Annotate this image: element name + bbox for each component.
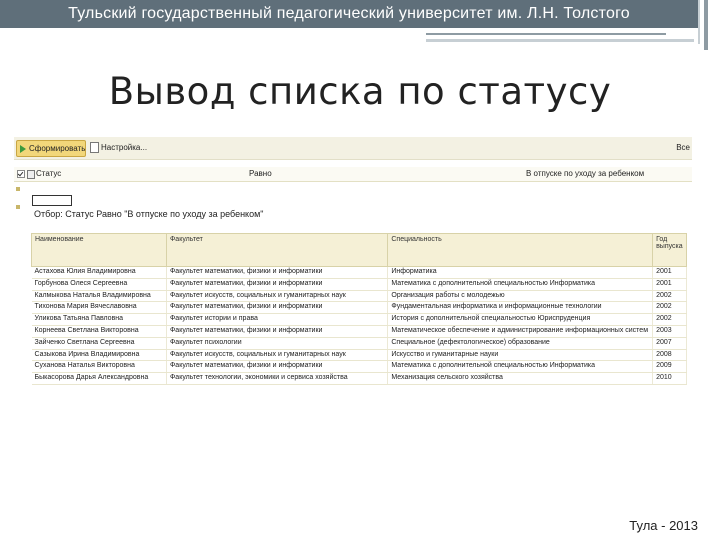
table-row[interactable] [32,290,687,302]
generate-button-label: Сформировать [29,144,86,153]
cell-year: 2007 [653,337,687,349]
university-banner: Тульский государственный педагогический университет им. Л.Н. Толстого [0,0,698,28]
cell-faculty: Факультет психологии [166,337,387,349]
cell-year: 2008 [653,349,687,361]
cell-specialty: Математика с дополнительной специальностью Информатика [388,278,653,290]
play-icon [20,145,26,153]
cell-year: 2002 [653,302,687,314]
settings-button[interactable] [90,140,147,155]
table-row[interactable] [32,267,687,279]
cell-faculty: Факультет истории и права [166,314,387,326]
cell-year: 2010 [653,373,687,385]
generate-button[interactable] [16,140,86,157]
column-header-year[interactable]: Год выпуска [653,234,687,267]
cell-specialty: Специальное (дефектологическое) образование [388,337,653,349]
decorative-line [704,0,708,50]
row-marker [16,187,20,191]
cell-specialty: Механизация сельского хозяйства [388,373,653,385]
cell-name: Быкасорова Дарья Александровна [32,373,167,385]
cell-faculty: Факультет математики, физики и информатики [166,325,387,337]
settings-button-label: Настройка... [101,143,148,152]
slide-title: Вывод списка по статусу [108,70,612,113]
cell-name: Зайченко Светлана Сергеевна [32,337,167,349]
cell-specialty: Математическое обеспечение и администрирование информационных систем [388,325,653,337]
all-actions-button[interactable]: Все [676,143,690,152]
table-row[interactable] [32,302,687,314]
cell-name: Астахова Юлия Владимировна [32,267,167,279]
filter-value[interactable]: В отпуске по уходу за ребенком [526,169,645,178]
filter-condition[interactable]: Равно [249,169,272,178]
cell-specialty: Организация работы с молодежью [388,290,653,302]
table-row[interactable] [32,361,687,373]
cell-faculty: Факультет технологии, экономики и сервиса хозяйства [166,373,387,385]
decorative-line [426,33,666,35]
cell-specialty: Информатика [388,267,653,279]
cell-name: Уликова Татьяна Павловна [32,314,167,326]
cell-name: Калмыкова Наталья Владимировна [32,290,167,302]
table-row[interactable] [32,325,687,337]
filter-checkbox[interactable] [17,170,25,178]
table-header-row [32,234,687,267]
table-row[interactable] [32,314,687,326]
cell-faculty: Факультет математики, физики и информатики [166,267,387,279]
cell-faculty: Факультет математики, физики и информатики [166,361,387,373]
row-marker [16,205,20,209]
cell-name: Корнеева Светлана Викторовна [32,325,167,337]
cell-name: Сазыкова Ирина Владимировна [32,349,167,361]
cell-name: Горбунова Олеся Сергеевна [32,278,167,290]
cell-year: 2002 [653,290,687,302]
table-row[interactable] [32,349,687,361]
cell-year: 2001 [653,278,687,290]
filter-field-icon [27,170,35,179]
slide-footer: Тула - 2013 [629,518,698,533]
cell-name: Суханова Наталья Викторовна [32,361,167,373]
report-toolbar [14,137,692,160]
cell-specialty: История с дополнительной специальностью Юриспруденция [388,314,653,326]
table-row[interactable] [32,373,687,385]
cell-name: Тихонова Мария Вячеславовна [32,302,167,314]
cell-faculty: Факультет искусств, социальных и гуманитарных наук [166,290,387,302]
column-header-name[interactable]: Наименование [32,234,167,267]
decorative-line [426,39,694,42]
filter-row [14,167,692,182]
cell-specialty: Математика с дополнительной специальностью Информатика [388,361,653,373]
table-row[interactable] [32,337,687,349]
cell-faculty: Факультет математики, физики и информатики [166,302,387,314]
column-header-faculty[interactable]: Факультет [166,234,387,267]
document-icon [90,142,99,153]
cell-year: 2003 [653,325,687,337]
column-header-specialty[interactable]: Специальность [388,234,653,267]
selected-cell[interactable] [32,195,72,206]
cell-specialty: Искусство и гуманитарные науки [388,349,653,361]
cell-year: 2009 [653,361,687,373]
cell-faculty: Факультет математики, физики и информатики [166,278,387,290]
cell-year: 2001 [653,267,687,279]
results-table [31,233,687,385]
selection-description: Отбор: Статус Равно "В отпуске по уходу за ребенком" [34,209,264,219]
cell-specialty: Фундаментальная информатика и информационные технологии [388,302,653,314]
decorative-line [698,0,700,44]
cell-year: 2002 [653,314,687,326]
filter-field[interactable]: Статус [36,169,62,178]
report-window [14,137,692,419]
table-row[interactable] [32,278,687,290]
cell-faculty: Факультет искусств, социальных и гуманитарных наук [166,349,387,361]
